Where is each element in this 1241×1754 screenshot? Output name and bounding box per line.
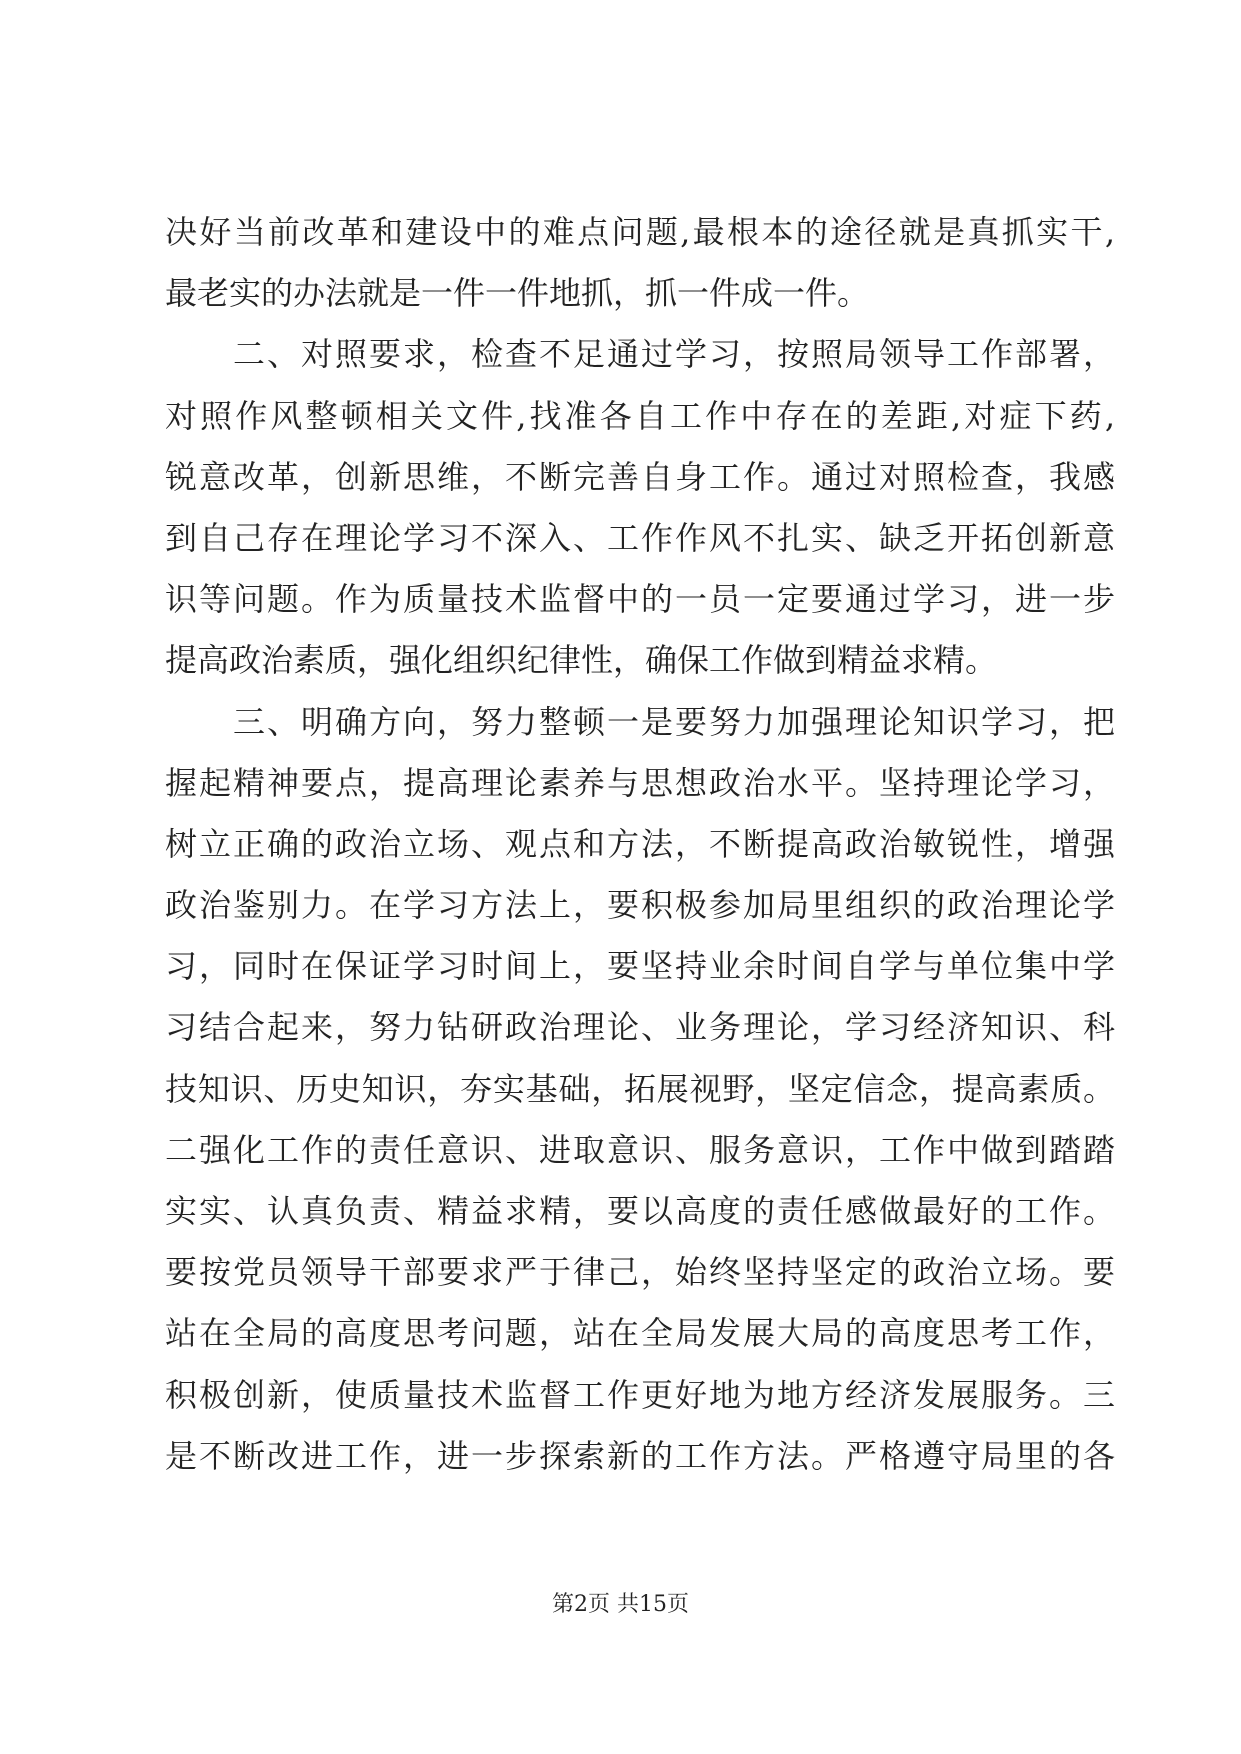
- text-line: 要按党员领导干部要求严于律己，始终坚持坚定的政治立场。要: [165, 1253, 1115, 1292]
- text-line: 锐意改革，创新思维，不断完善自身工作。通过对照检查，我感: [165, 457, 1115, 496]
- text-line: 对照作风整顿相关文件,找准各自工作中存在的差距,对症下药,: [165, 396, 1115, 435]
- text-line: 二强化工作的责任意识、进取意识、服务意识，工作中做到踏踏: [165, 1130, 1115, 1169]
- text-line: 树立正确的政治立场、观点和方法，不断提高政治敏锐性，增强: [165, 824, 1115, 863]
- section-heading-line: 三、明确方向，努力整顿一是要努力加强理论知识学习，把: [233, 702, 1115, 741]
- text-line: 积极创新，使质量技术监督工作更好地为地方经济发展服务。三: [165, 1375, 1115, 1414]
- text-line: 识等问题。作为质量技术监督中的一员一定要通过学习，进一步: [165, 580, 1115, 619]
- text-line: 握起精神要点，提高理论素养与思想政治水平。坚持理论学习，: [165, 763, 1115, 802]
- text-line: 技知识、历史知识，夯实基础，拓展视野，坚定信念，提高素质。: [165, 1069, 1115, 1108]
- text-line: 习，同时在保证学习时间上，要坚持业余时间自学与单位集中学: [165, 947, 1115, 986]
- text-line: 政治鉴别力。在学习方法上，要积极参加局里组织的政治理论学: [165, 886, 1115, 925]
- section-heading-line: 二、对照要求，检查不足通过学习，按照局领导工作部署，: [233, 335, 1115, 374]
- text-line: 到自己存在理论学习不深入、工作作风不扎实、缺乏开拓创新意: [165, 518, 1115, 557]
- text-line: 决好当前改革和建设中的难点问题,最根本的途径就是真抓实干,: [165, 213, 1115, 251]
- document-body: [165, 202, 1115, 1487]
- text-line: 是不断改进工作，进一步探索新的工作方法。严格遵守局里的各: [165, 1436, 1115, 1475]
- text-line: 最老实的办法就是一件一件地抓，抓一件成一件。: [165, 274, 870, 313]
- text-line: 习结合起来，努力钻研政治理论、业务理论，学习经济知识、科: [165, 1008, 1115, 1047]
- text-line: 提高政治素质，强化组织纪律性，确保工作做到精益求精。: [165, 641, 998, 680]
- text-line: 站在全局的高度思考问题，站在全局发展大局的高度思考工作，: [165, 1314, 1115, 1353]
- page-number-footer: 第2页 共15页: [552, 1592, 689, 1617]
- text-line: 实实、认真负责、精益求精，要以高度的责任感做最好的工作。: [165, 1192, 1115, 1230]
